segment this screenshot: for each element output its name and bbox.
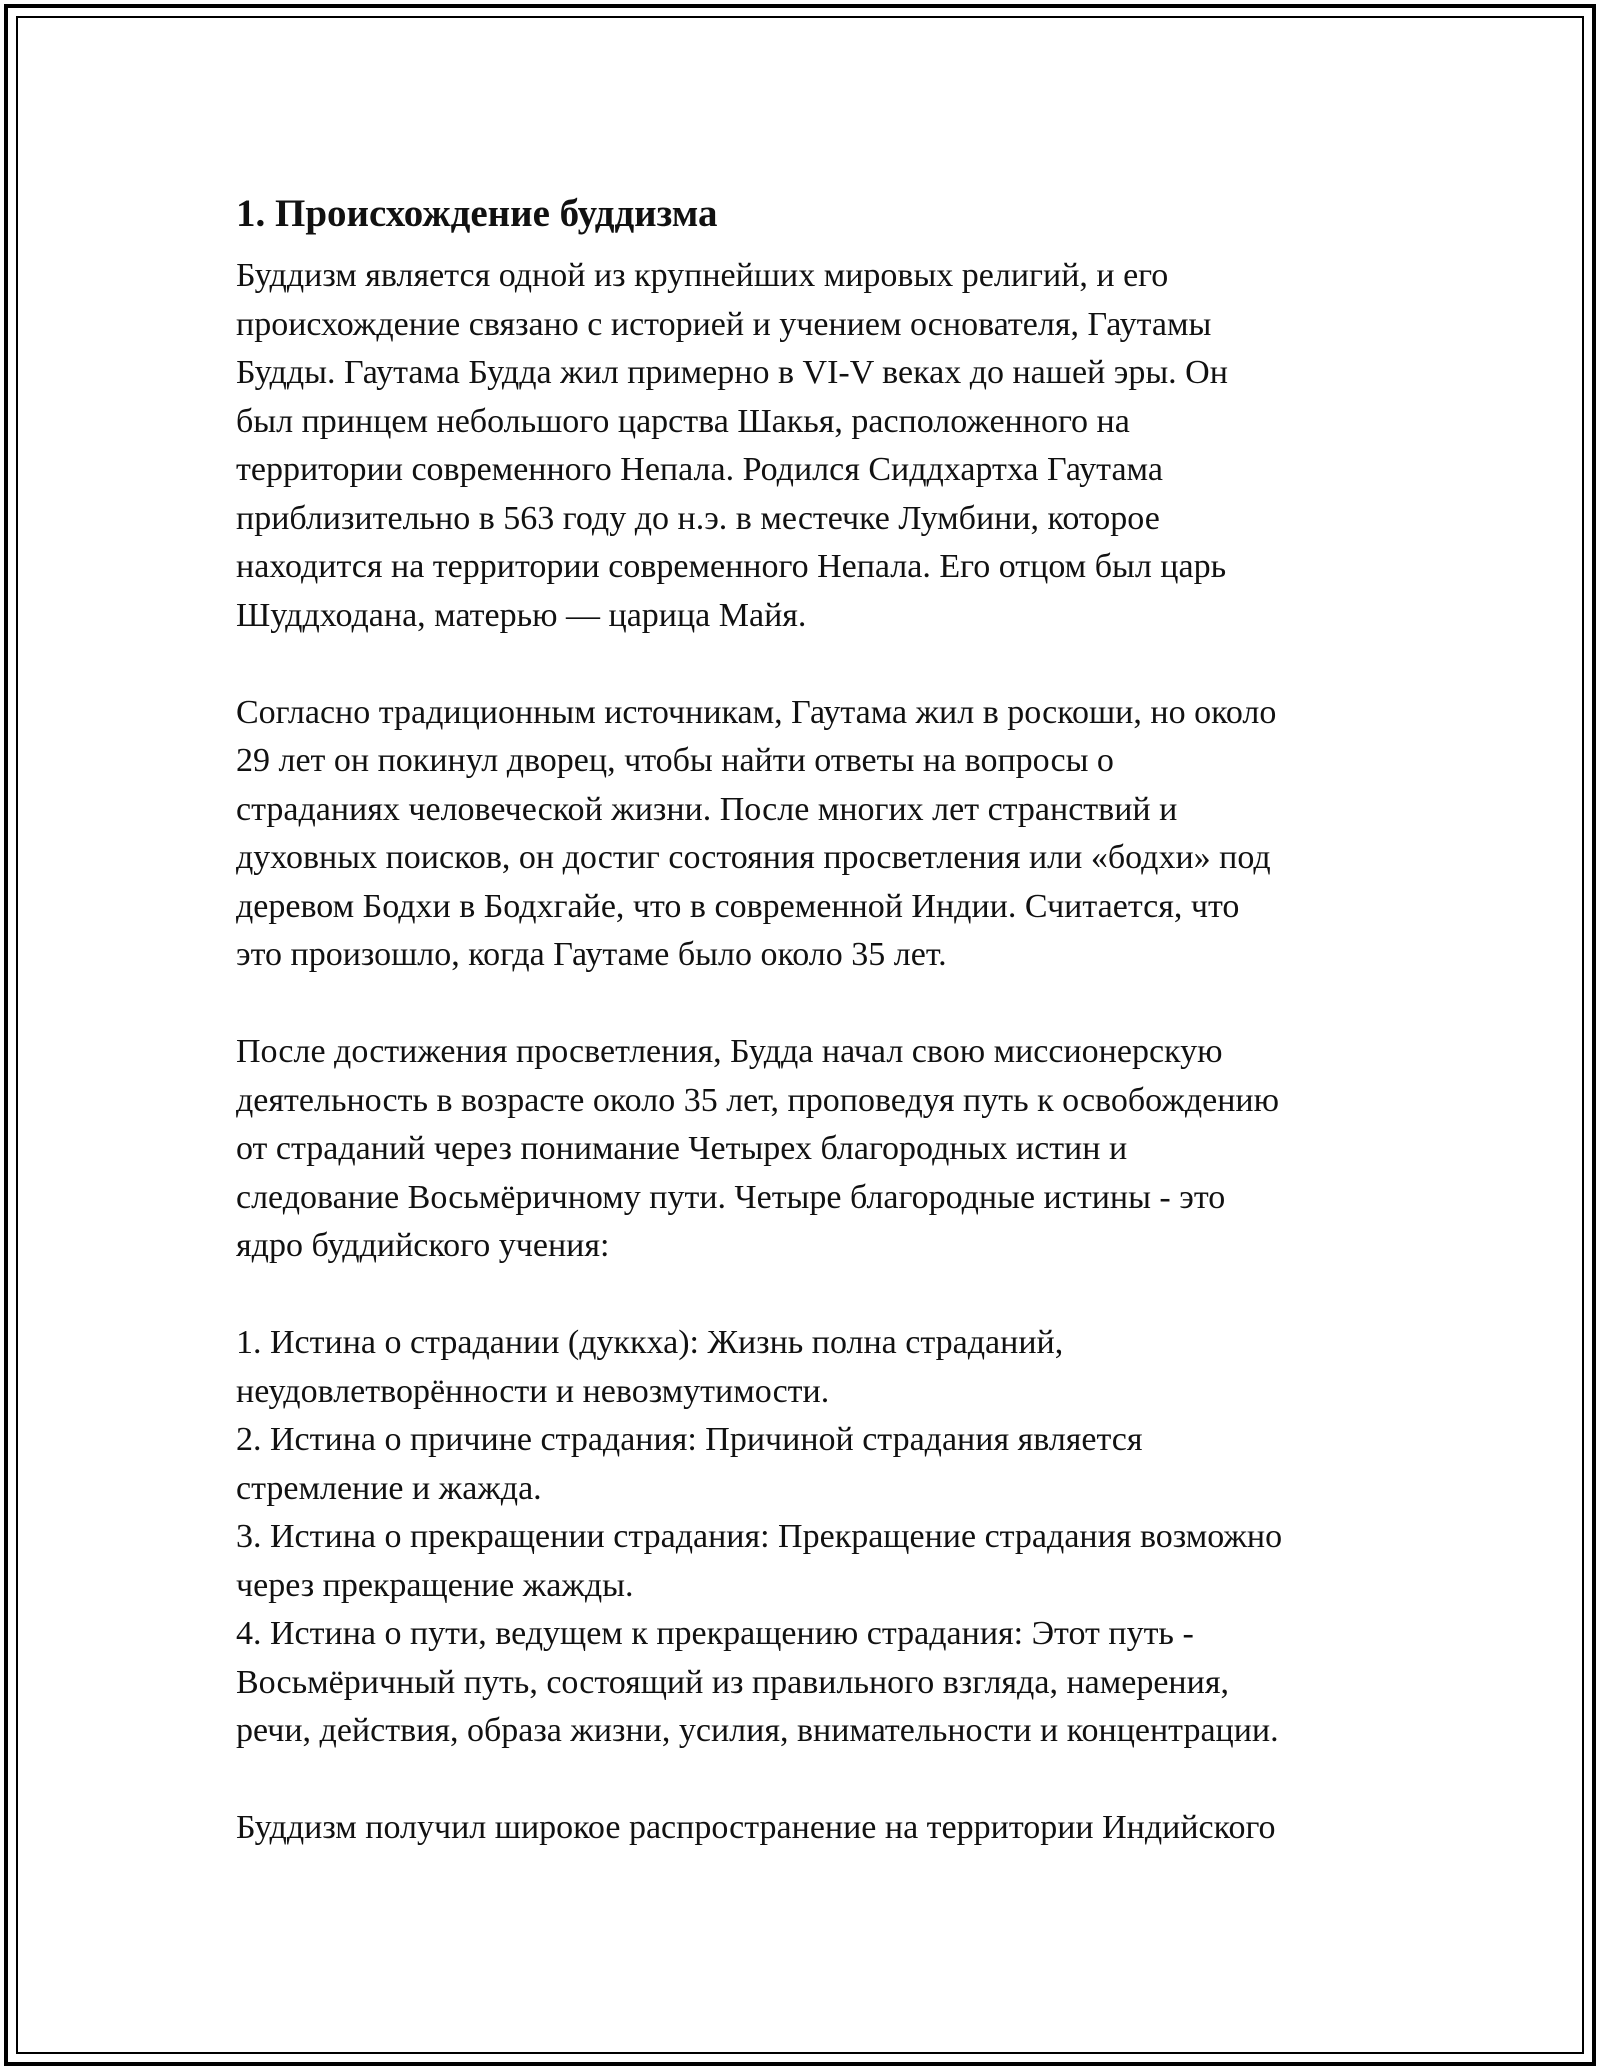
list-item-line: неудовлетворённости и невозмутимости. (236, 1372, 830, 1410)
list-item-line: Восьмёричный путь, состоящий из правильного взгляда, намерения, (236, 1663, 1229, 1701)
text-line: духовных поисков, он достиг состояния просветления или «бодхи» под (236, 839, 1271, 876)
section-heading: 1. Происхождение буддизма (236, 192, 718, 235)
list-item-line: 4. Истина о пути, ведущем к прекращению страдания: Этот путь - (236, 1615, 1194, 1652)
text-line: Будды. Гаутама Будда жил примерно в VI-V веках до нашей эры. Он (236, 354, 1228, 391)
list-item-line: 2. Истина о причине страдания: Причиной страдания является (236, 1421, 1143, 1458)
list-item-line: 1. Истина о страдании (дуккха): Жизнь полна страданий, (236, 1324, 1064, 1361)
noble-truths-list (236, 1319, 1376, 1756)
text-line: Согласно традиционным источникам, Гаутама жил в роскоши, но около (236, 693, 1277, 731)
text-line: страданиях человеческой жизни. После многих лет странствий и (236, 790, 1178, 828)
text-line: деятельность в возрасте около 35 лет, проповедуя путь к освобождению (236, 1081, 1279, 1119)
paragraph-mission (236, 1028, 1376, 1271)
list-item-line: 3. Истина о прекращении страдания: Прекращение страдания возможно (236, 1518, 1283, 1555)
text-line: приблизительно в 563 году до н.э. в местечке Лумбини, которое (236, 499, 1160, 537)
text-line: деревом Бодхи в Бодхгайе, что в современной Индии. Считается, что (236, 887, 1240, 925)
list-item-line: стремление и жажда. (236, 1469, 542, 1507)
text-line: территории современного Непала. Родился Сиддхартха Гаутама (236, 451, 1163, 488)
text-line: следование Восьмёричному пути. Четыре благородные истины - это (236, 1178, 1226, 1216)
text-line: Буддизм является одной из крупнейших мировых религий, и его (236, 257, 1169, 294)
text-line: Шуддходана, матерью — царица Майя. (236, 596, 807, 634)
paragraph-gap (236, 1756, 1376, 1805)
text-line: от страданий через понимание Четырех благородных истин и (236, 1130, 1128, 1167)
paragraph-origin (236, 252, 1376, 640)
paragraph-spread (236, 1804, 1376, 1853)
text-line: Буддизм получил широкое распространение на территории Индийского (236, 1809, 1276, 1846)
text-line: ядро буддийского учения: (236, 1227, 610, 1264)
text-line: 29 лет он покинул дворец, чтобы найти ответы на вопросы о (236, 742, 1114, 779)
list-item-line: через прекращение жажды. (236, 1566, 634, 1604)
list-item-line: речи, действия, образа жизни, усилия, внимательности и концентрации. (236, 1712, 1279, 1749)
document-body (236, 186, 1376, 1853)
paragraph-gap (236, 640, 1376, 689)
text-line: происхождение связано с историей и учением основателя, Гаутамы (236, 305, 1212, 343)
text-line: был принцем небольшого царства Шакья, расположенного на (236, 402, 1130, 440)
paragraph-gap (236, 1271, 1376, 1320)
paragraph-enlightenment (236, 689, 1376, 980)
paragraph-gap (236, 980, 1376, 1029)
text-line: После достижения просветления, Будда начал свою миссионерскую (236, 1033, 1223, 1070)
text-line: находится на территории современного Непала. Его отцом был царь (236, 548, 1227, 585)
text-line: это произошло, когда Гаутаме было около 35 лет. (236, 936, 947, 973)
